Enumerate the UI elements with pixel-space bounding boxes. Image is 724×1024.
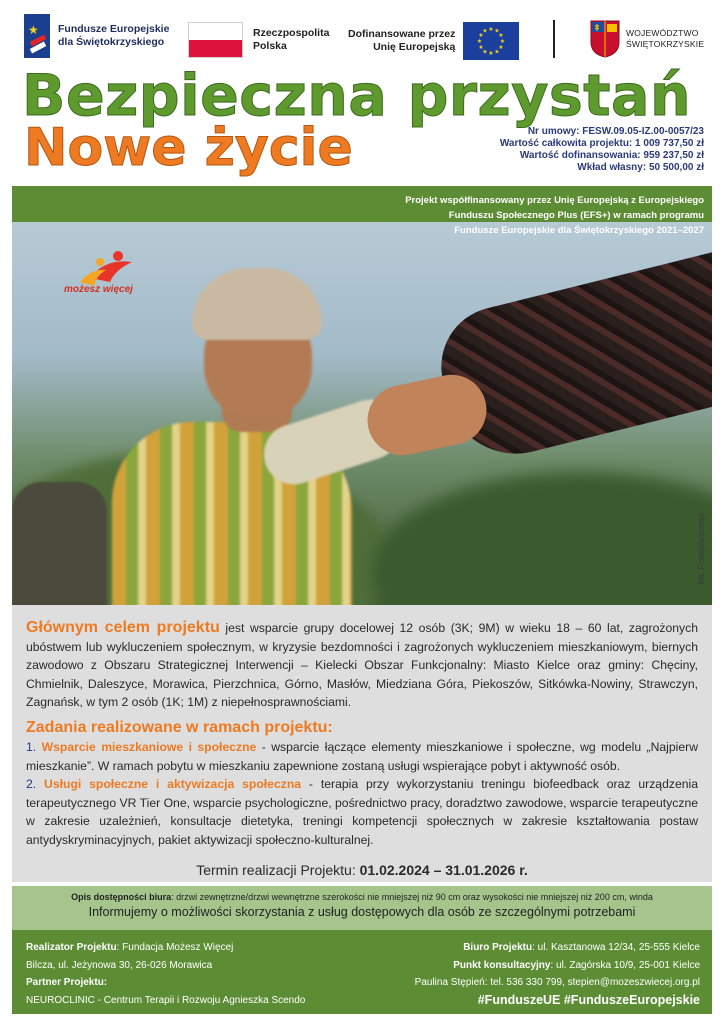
svg-text:★: ★	[482, 27, 489, 35]
task-number: 1.	[26, 739, 42, 754]
partner-label: Partner Projektu:	[26, 977, 108, 988]
svg-text:★: ★	[488, 26, 495, 33]
consult-label: Punkt konsultacyjny	[453, 959, 551, 971]
project-term	[26, 862, 698, 878]
contact-line: Paulina Stępień: tel. 536 330 799, stepien@mozeszwiecej.org.pl	[414, 977, 700, 988]
footer-right	[415, 939, 700, 1009]
accessibility-services-info: Informujemy o możliwości skorzystania z usług dostępowych dla osób ze szczególnymi potrzebami	[88, 905, 636, 919]
svg-text:★: ★	[494, 27, 501, 35]
fe-line-1: Fundusze Europejskie	[58, 23, 170, 35]
contract-total-value: Wartość całkowita projektu: 1 009 737,50 zł	[499, 138, 704, 149]
realizer-label: Realizator Projektu	[26, 942, 117, 953]
svg-text:★: ★	[478, 44, 485, 51]
goal-text: jest wsparcie grupy docelowej 12 osób (3K; 9M) w wieku 18 – 60 lat, zagrożonych ubóstwem lub wykluczeniem społecznym, w kryzysie bezdomności i zagrożonych wykluczeniem mieszkaniowym, biernych zawodowo z Obszaru Strategicznej Interwencji – Kielecki Obszar Funkcjonalny: Miasto Kielce oraz gminy: Chęciny, Chmielnik, Daleszyce, Morawica, Pierzchnica, Górno, Masłów, Miedziana Góra, Piekoszów, Sitkówka-Nowiny, Strawczyn, Zagnańsk, w tym 2 osób (1K; 1M) z niepełnosprawnościami.	[26, 621, 698, 710]
cofinancing-line-3: Fundusze Europejskie dla Świętokrzyskiego 2021–2027	[454, 225, 704, 236]
sw-line-2: ŚWIĘTOKRZYSKIE	[626, 39, 705, 49]
fundusze-europejskie-logo	[24, 14, 169, 58]
task-item-1	[26, 738, 698, 775]
cofinancing-text	[405, 193, 704, 238]
goal-paragraph	[26, 619, 698, 712]
swietokrzyskie-logo	[590, 20, 704, 58]
contract-number: Nr umowy: FESW.09.05-IZ.00-0057/23	[527, 126, 704, 137]
partner-name: NEUROCLINIC - Centrum Terapii i Rozwoju Agnieszka Scendo	[26, 994, 306, 1006]
cofinancing-line-2: Funduszu Społecznego Plus (EFS+) w ramach programu	[448, 210, 704, 221]
office-label: Biuro Projektu	[463, 942, 533, 953]
task-text: - wsparcie łączące elementy mieszkaniowe i społeczne, wg modelu „Najpierw mieszkanie”. W ramach pobytu w mieszkaniu zapewnione zostaną usługi wspierające pobyt i aktywność osób.	[26, 739, 698, 773]
sw-logo-text	[626, 28, 704, 50]
footer	[12, 930, 712, 1014]
office-line	[415, 939, 700, 957]
term-value: 01.02.2024 – 31.01.2026 r.	[359, 861, 528, 878]
accessibility-info	[12, 886, 712, 930]
fe-line-2: dla Świętokrzyskiego	[58, 36, 165, 48]
photo-credit: fot. Freepik/jcomp	[696, 513, 706, 585]
accessibility-description	[12, 892, 712, 902]
eu-logo	[348, 22, 519, 60]
task-number: 2.	[26, 777, 45, 792]
task-text: - terapia przy wykorzystaniu treningu biofeedback oraz urządzenia terapeutycznego VR Tier One, wsparcie psychologiczne, pośrednictwo pracy, doradztwo zawodowe, wsparcie terapeutyczne w zakresie uzależnień, konsultacje dietetyka, treningi kompetencji społecznych w zakresie kształtowania postaw antydyskryminacyjnych, pakiet aktywizacji społeczno-kulturalnej.	[26, 777, 698, 847]
polish-flag-icon	[188, 22, 243, 58]
accessibility-text: : drzwi zewnętrzne/drzwi wewnętrzne szerokości nie mniejszej niż 90 cm oraz wysokości nie mniejszej niż 200 cm, winda	[171, 892, 653, 902]
footer-left	[26, 939, 305, 1009]
logo-separator	[553, 20, 555, 58]
eu-logo-text	[348, 28, 455, 54]
task-label: Usługi społeczne i aktywizacja społeczna	[44, 777, 302, 792]
goal-lead: Głównym celem projektu	[26, 619, 220, 636]
office-address: : ul. Kasztanowa 12/34, 25-555 Kielce	[532, 942, 700, 953]
contract-own-contribution: Wkład własny: 50 500,00 zł	[577, 162, 704, 173]
rzeczpospolita-logo	[188, 22, 329, 58]
sw-line-1: WOJEWÓDZTWO	[626, 28, 699, 38]
main-title: Bezpieczna przystań	[22, 63, 692, 129]
svg-text:★: ★	[498, 32, 505, 39]
consult-address: : ul. Zagórska 10/9, 25-001 Kielce	[550, 959, 700, 971]
eu-line-2: Unię Europejską	[373, 41, 456, 53]
contract-funding-value: Wartość dofinansowania: 959 237,50 zł	[519, 150, 704, 161]
rp-logo-text	[253, 27, 329, 53]
task-item-2	[26, 775, 698, 849]
project-description	[12, 605, 712, 882]
consult-line	[415, 957, 700, 975]
contract-info	[500, 126, 704, 174]
realizer-name: : Fundacja Możesz Więcej	[116, 942, 234, 953]
svg-text:★: ★	[500, 38, 506, 45]
rp-line-1: Rzeczpospolita	[253, 27, 330, 39]
svg-text:★: ★	[488, 50, 495, 56]
svg-text:★: ★	[478, 32, 485, 39]
cofinancing-line-1: Projekt współfinansowany przez Unię Europejską z Europejskiego	[405, 195, 704, 206]
eu-flag-icon	[463, 22, 519, 60]
svg-text:★: ★	[477, 38, 483, 45]
svg-text:★: ★	[482, 48, 489, 56]
subtitle: Nowe życie	[24, 118, 353, 178]
eu-line-1: Dofinansowane przez	[348, 28, 456, 40]
hashtags: #FunduszeUE #FunduszeEuropejskie	[477, 992, 700, 1007]
tasks-heading: Zadania realizowane w ramach projektu:	[26, 718, 333, 736]
term-label: Termin realizacji Projektu:	[196, 861, 360, 878]
fe-logo-text	[58, 23, 169, 49]
logo-bar	[0, 0, 724, 70]
swietokrzyskie-coat-of-arms-icon	[590, 20, 620, 58]
mozesz-wiecej-logo-text: możesz więcej	[64, 284, 133, 295]
fe-emblem-icon: ★	[24, 14, 50, 58]
svg-text:★: ★	[498, 44, 505, 51]
task-label: Wsparcie mieszkaniowe i społeczne	[41, 739, 257, 754]
accessibility-label: Opis dostępności biura	[71, 892, 172, 902]
svg-text:★: ★	[494, 48, 501, 56]
hero-photo	[12, 222, 712, 605]
realizer-line	[26, 939, 305, 957]
realizer-address: Bilcza, ul. Jeżynowa 30, 26-026 Morawica	[26, 959, 213, 971]
rp-line-2: Polska	[253, 40, 287, 52]
